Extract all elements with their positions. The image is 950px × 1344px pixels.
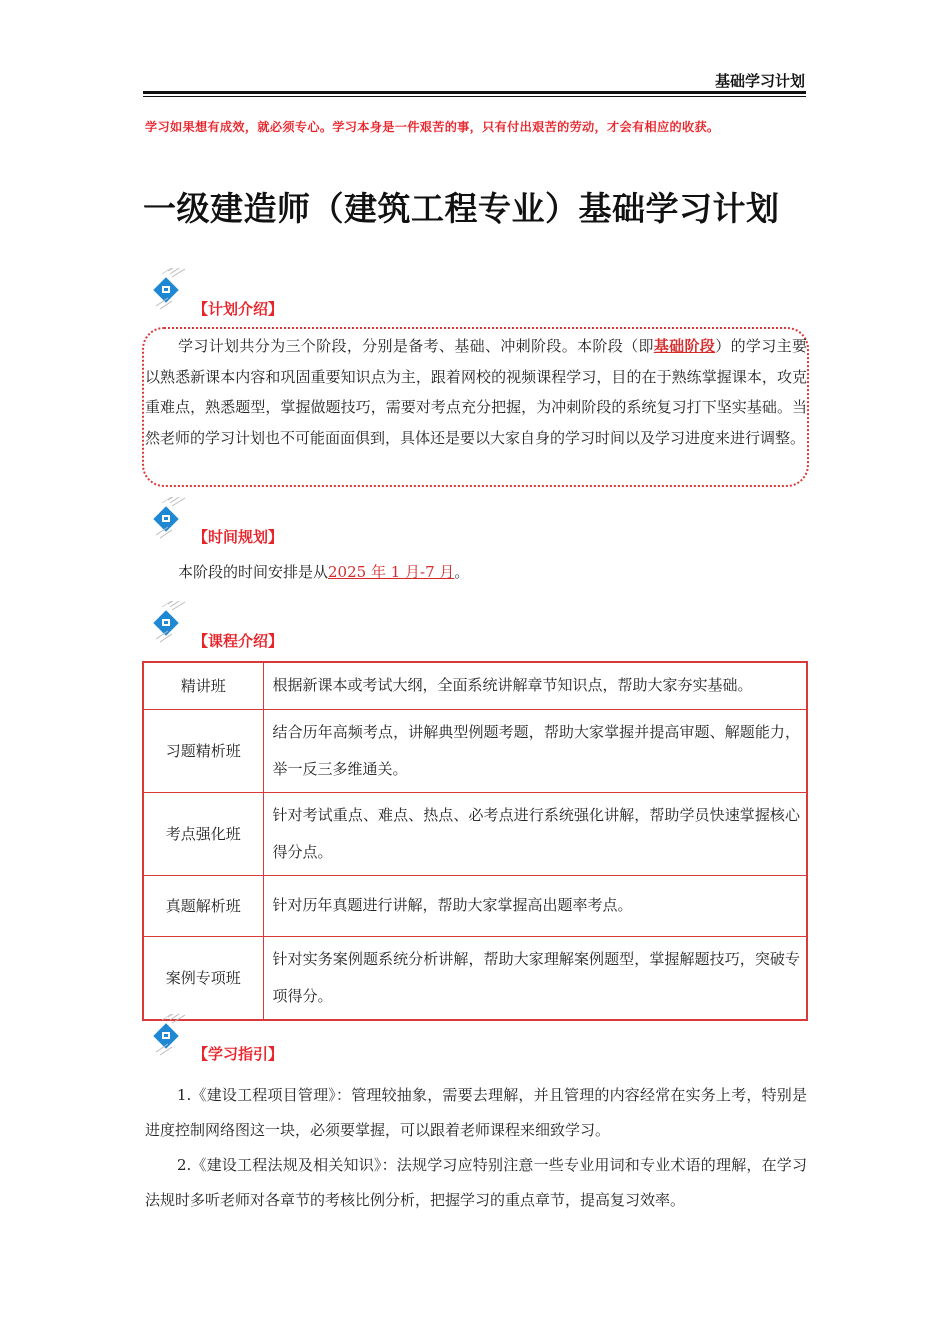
table-row: [143, 936, 807, 1020]
course-name: 案例专项班: [143, 936, 263, 1020]
header-title: 基础学习计划: [714, 72, 805, 90]
course-name: 精讲班: [143, 662, 263, 709]
section-diamond-icon: [148, 1014, 188, 1058]
basic-stage-link[interactable]: 基础阶段: [653, 337, 716, 355]
section-heading-time: 【时间规划】: [193, 528, 284, 546]
header-rule: [143, 91, 806, 94]
motto-text: 学习如果想有成效，就必须专心。学习本身是一件艰苦的事，只有付出艰苦的劳动，才会有相应的收获。: [145, 120, 720, 134]
course-name: 考点强化班: [143, 792, 263, 875]
section-heading-guide: 【学习指引】: [193, 1045, 284, 1063]
section-diamond-icon: [148, 601, 188, 645]
intro-paragraph: 学习计划共分为三个阶段，分别是备考、基础、冲刺阶段。本阶段（即基础阶段）的学习主要以熟悉新课本内容和巩固重要知识点为主，跟着网校的视频课程学习，目的在于熟练掌握课本，攻克重难点，熟悉题型，掌握做题技巧，需要对考点充分把握，为冲刺阶段的系统复习打下坚实基础。当然老师的学习计划也不可能面面俱到，具体还是要以大家自身的学习时间以及学习进度来进行调整。: [145, 337, 807, 447]
course-desc: 结合历年高频考点，讲解典型例题考题，帮助大家掌握并提高审题、解题能力，举一反三多维通关。: [263, 709, 807, 792]
course-desc: 针对考试重点、难点、热点、必考点进行系统强化讲解，帮助学员快速掌握核心得分点。: [263, 792, 807, 875]
list-item: 1.《建设工程项目管理》：管理较抽象，需要去理解，并且管理的内容经常在实务上考，特别是进度控制网络图这一块，必须要掌握，可以跟着老师课程来细致学习。: [145, 1086, 807, 1139]
time-range: 2025 年 1 月-7 月: [328, 563, 455, 581]
course-desc: 根据新课本或考试大纲，全面系统讲解章节知识点，帮助大家夯实基础。: [263, 662, 807, 709]
time-paragraph: 本阶段的时间安排是从2025 年 1 月-7 月。: [178, 563, 470, 581]
page-title: 一级建造师（建筑工程专业）基础学习计划: [143, 189, 780, 228]
course-name: 习题精析班: [143, 709, 263, 792]
course-desc: 针对实务案例题系统分析讲解，帮助大家理解案例题型，掌握解题技巧，突破专项得分。: [263, 936, 807, 1020]
section-diamond-icon: [148, 268, 188, 312]
table-row: [143, 792, 807, 875]
list-item: 2.《建设工程法规及相关知识》：法规学习应特别注意一些专业用词和专业术语的理解，在学习法规时多听老师对各章节的考核比例分析，把握学习的重点章节，提高复习效率。: [145, 1156, 807, 1209]
course-table: [142, 661, 808, 1021]
header-rule-thin: [143, 96, 806, 97]
course-name: 真题解析班: [143, 875, 263, 936]
table-row: [143, 875, 807, 936]
section-heading-courses: 【课程介绍】: [193, 632, 284, 650]
section-heading-intro: 【计划介绍】: [193, 300, 284, 318]
table-row: [143, 662, 807, 709]
guide-list: [145, 1078, 807, 1218]
table-row: [143, 709, 807, 792]
section-diamond-icon: [148, 497, 188, 541]
course-desc: 针对历年真题进行讲解，帮助大家掌握高出题率考点。: [263, 875, 807, 936]
